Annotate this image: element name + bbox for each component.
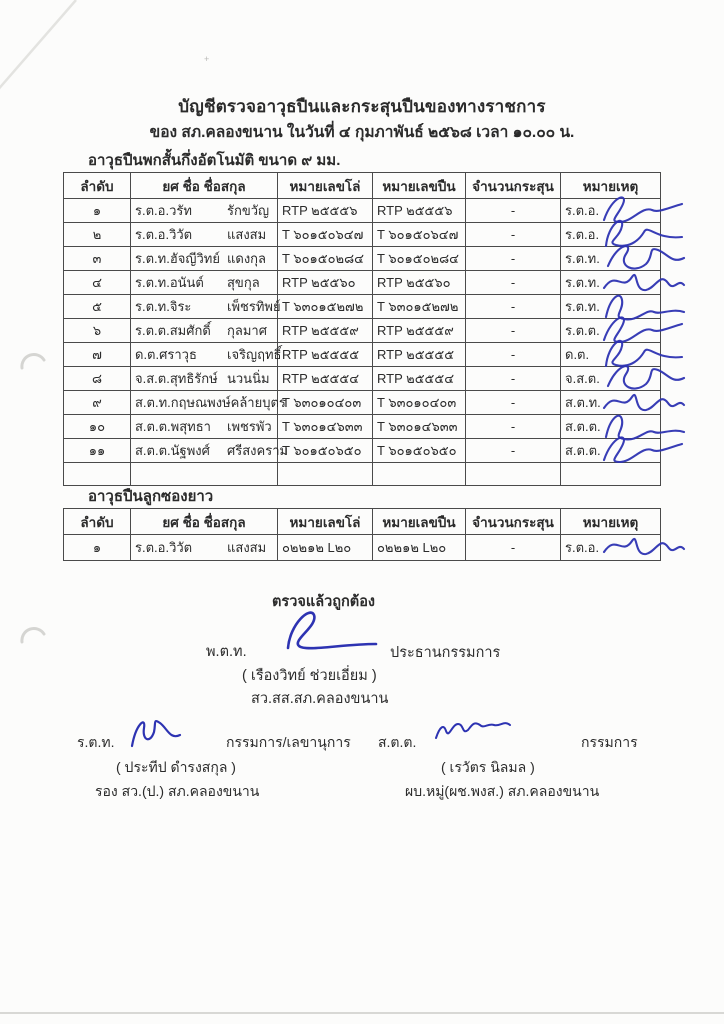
cell-gun-number: T ๖๐๑๕๐๖๔๗ bbox=[373, 223, 466, 247]
cell-name bbox=[131, 223, 278, 247]
cell-name bbox=[131, 319, 278, 343]
cell-index: ๘ bbox=[64, 367, 131, 391]
table-row bbox=[64, 367, 661, 391]
shotgun-table bbox=[63, 508, 661, 561]
section-label-pistols: อาวุธปืนพกสั้นกึ่งอัตโนมัติ ขนาด ๙ มม. bbox=[88, 152, 341, 169]
member-position: ผบ.หมู่(ผช.พงส.) สภ.คลองขนาน bbox=[405, 783, 600, 799]
cell-remark-rank: ร.ต.ต. bbox=[565, 323, 600, 338]
secretary-name: ( ประทีป ดำรงสกุล ) bbox=[116, 759, 236, 775]
cell-remark bbox=[561, 247, 661, 271]
cell-gun-number: T ๖๓๐๑๕๒๗๒ bbox=[373, 295, 466, 319]
table-row bbox=[64, 295, 661, 319]
cell-shield-number: RTP ๒๕๕๕๕ bbox=[278, 343, 373, 367]
cell-shield-number: T ๖๓๐๑๕๒๗๒ bbox=[278, 295, 373, 319]
cell-rank-name: ร.ต.ท.จิระ bbox=[135, 299, 192, 314]
page-title: บัญชีตรวจอาวุธปืนและกระสุนปืนของทางราชการ bbox=[178, 97, 546, 116]
cell-remark bbox=[561, 535, 661, 561]
cell-ammo-count: - bbox=[466, 535, 561, 561]
cell-remark bbox=[561, 295, 661, 319]
cell-ammo-count: - bbox=[466, 439, 561, 463]
cell-ammo-count: - bbox=[466, 271, 561, 295]
cell-name bbox=[131, 343, 282, 367]
cell-surname: เจริญฤทธิ์ bbox=[227, 347, 282, 362]
cell-shield-number: RTP ๒๕๕๕๙ bbox=[278, 319, 373, 343]
cell-name bbox=[131, 247, 278, 271]
cell-shield-number: T ๖๐๑๕๐๖๔๗ bbox=[278, 223, 373, 247]
cell-rank-name: ร.ต.ต.สมศักดิ์ bbox=[135, 323, 211, 338]
cell-surname: แสงสม bbox=[227, 227, 267, 242]
table-row bbox=[64, 199, 661, 223]
cell-index: ๑๐ bbox=[64, 415, 131, 439]
cell-remark-rank: จ.ส.ต. bbox=[565, 371, 600, 386]
cell-gun-number: T ๖๐๑๕๐๖๕๐ bbox=[373, 439, 466, 463]
cell-index: ๑๑ bbox=[64, 439, 131, 463]
table-row bbox=[64, 463, 661, 486]
checked-correct-label: ตรวจแล้วถูกต้อง bbox=[272, 594, 375, 610]
hole-punch-mark bbox=[16, 346, 52, 382]
cell-gun-number: ๐๒๒๑๒ L๒๐ bbox=[373, 535, 466, 561]
cell-gun-number: RTP ๒๕๕๕๙ bbox=[373, 319, 466, 343]
cell-name bbox=[131, 199, 278, 223]
cell-shield-number: T ๖๐๑๕๐๖๕๐ bbox=[278, 439, 373, 463]
cell-rank-name: ส.ต.ท.กฤษณพงษ์ bbox=[135, 395, 231, 410]
cell-index: ๑ bbox=[64, 535, 131, 561]
cell-gun-number: T ๖๓๐๑๔๖๓๓ bbox=[373, 415, 466, 439]
cell-ammo-count bbox=[466, 463, 561, 486]
col-header-name: ยศ ชื่อ ชื่อสกุล bbox=[131, 173, 278, 199]
cell-ammo-count: - bbox=[466, 223, 561, 247]
cell-rank-name: ร.ต.ท.อนันต์ bbox=[135, 275, 204, 290]
cell-rank-name: ร.ต.ท.ฮัจญีวิทย์ bbox=[135, 251, 220, 266]
page-subtitle: ของ สภ.คลองขนาน ในวันที่ ๔ กุมภาพันธ์ ๒๕๖๘ เวลา ๑๐.๐๐ น. bbox=[149, 124, 575, 141]
cell-remark-rank: ร.ต.ท. bbox=[565, 251, 600, 266]
secretary-rank: ร.ต.ท. bbox=[77, 734, 115, 750]
chairman-rank: พ.ต.ท. bbox=[206, 644, 247, 660]
col-header-index: ลำดับ bbox=[64, 509, 131, 535]
table-row bbox=[64, 391, 661, 415]
cell-name bbox=[131, 391, 286, 415]
table-row bbox=[64, 535, 661, 561]
cell-gun-number: RTP ๒๕๕๖๐ bbox=[373, 271, 466, 295]
cell-name bbox=[131, 295, 281, 319]
cell-name bbox=[131, 535, 278, 561]
member-signature-ink bbox=[428, 708, 518, 750]
cell-gun-number: RTP ๒๕๕๕๖ bbox=[373, 199, 466, 223]
col-header-ammo-count: จำนวนกระสุน bbox=[466, 509, 561, 535]
cell-remark-rank: ร.ต.อ. bbox=[565, 227, 600, 242]
cell-shield-number: RTP ๒๕๕๕๔ bbox=[278, 367, 373, 391]
cell-rank-name: ด.ต.ศราวุธ bbox=[135, 347, 197, 362]
cell-remark bbox=[561, 319, 661, 343]
cell-shield-number: T ๖๓๐๑๔๖๓๓ bbox=[278, 415, 373, 439]
cell-index: ๖ bbox=[64, 319, 131, 343]
col-header-gun-number: หมายเลขปืน bbox=[373, 173, 466, 199]
cell-shield-number: T ๖๓๐๑๐๔๐๓ bbox=[278, 391, 373, 415]
member-name: ( เรวัตร นิลมล ) bbox=[441, 759, 535, 775]
cell-remark-rank: ส.ต.ต. bbox=[565, 419, 601, 434]
col-header-shield-number: หมายเลขโล่ bbox=[278, 509, 373, 535]
table-row bbox=[64, 415, 661, 439]
cell-gun-number: T ๖๐๑๕๐๒๘๔ bbox=[373, 247, 466, 271]
cell-surname: รักขวัญ bbox=[227, 203, 270, 218]
cell-surname: เพชรพัว bbox=[227, 419, 272, 434]
pistol-table bbox=[63, 172, 661, 486]
cell-remark-rank: ส.ต.ต. bbox=[565, 443, 601, 458]
cell-surname: แดงกุล bbox=[227, 251, 267, 266]
cell-ammo-count: - bbox=[466, 367, 561, 391]
cell-surname: คล้ายบุตร bbox=[230, 395, 286, 410]
member-rank: ส.ต.ต. bbox=[378, 734, 417, 750]
cell-remark-rank: ด.ต. bbox=[565, 347, 590, 362]
cell-name bbox=[131, 415, 278, 439]
table-header-row bbox=[64, 509, 661, 535]
cell-shield-number: ๐๒๒๑๒ L๒๐ bbox=[278, 535, 373, 561]
cell-ammo-count: - bbox=[466, 343, 561, 367]
cell-name bbox=[131, 439, 289, 463]
col-header-index: ลำดับ bbox=[64, 173, 131, 199]
chairman-name: ( เรืองวิทย์ ช่วยเอี่ยม ) bbox=[242, 668, 377, 684]
cell-remark-rank: ร.ต.อ. bbox=[565, 540, 600, 555]
cell-index: ๙ bbox=[64, 391, 131, 415]
secretary-role: กรรมการ/เลขานุการ bbox=[226, 734, 351, 750]
col-header-remark: หมายเหตุ bbox=[561, 509, 661, 535]
table-row bbox=[64, 247, 661, 271]
cell-rank-name: ส.ต.ต.นัฐพงศ์ bbox=[135, 443, 210, 458]
cell-rank-name: จ.ส.ต.สุทธิรักษ์ bbox=[135, 371, 218, 386]
cell-ammo-count: - bbox=[466, 247, 561, 271]
cell-shield-number: T ๖๐๑๕๐๒๘๔ bbox=[278, 247, 373, 271]
cell-gun-number: RTP ๒๕๕๕๔ bbox=[373, 367, 466, 391]
cell-gun-number: T ๖๓๐๑๐๔๐๓ bbox=[373, 391, 466, 415]
corner-fold-artifact bbox=[0, 0, 94, 106]
table-row bbox=[64, 271, 661, 295]
cell-remark bbox=[561, 367, 661, 391]
cell-surname: แสงสม bbox=[227, 540, 267, 555]
cell-remark bbox=[561, 415, 661, 439]
cell-index: ๕ bbox=[64, 295, 131, 319]
chairman-signature-ink bbox=[268, 602, 388, 656]
cell-surname: ศรีสงคราม bbox=[227, 443, 289, 458]
cell-rank-name: ร.ต.อ.วิวัต bbox=[135, 227, 193, 242]
cell-surname: เพ็ชรทิพย์ bbox=[227, 299, 281, 314]
cell-remark bbox=[561, 463, 661, 486]
cell-gun-number bbox=[373, 463, 466, 486]
scan-edge-artifact bbox=[0, 1012, 724, 1014]
speck-artifact: + bbox=[204, 54, 210, 64]
cell-index: ๓ bbox=[64, 247, 131, 271]
secretary-signature-ink bbox=[120, 708, 190, 754]
cell-remark-rank: ส.ต.ท. bbox=[565, 395, 601, 410]
col-header-ammo-count: จำนวนกระสุน bbox=[466, 173, 561, 199]
cell-remark bbox=[561, 199, 661, 223]
cell-remark bbox=[561, 391, 661, 415]
cell-name bbox=[131, 271, 278, 295]
cell-remark bbox=[561, 343, 661, 367]
cell-ammo-count: - bbox=[466, 415, 561, 439]
cell-index: ๗ bbox=[64, 343, 131, 367]
cell-shield-number: RTP ๒๕๕๖๐ bbox=[278, 271, 373, 295]
cell-surname: สุขกุล bbox=[227, 275, 260, 290]
chairman-role: ประธานกรรมการ bbox=[390, 645, 501, 661]
cell-rank-name: ร.ต.อ.วรัท bbox=[135, 203, 192, 218]
cell-ammo-count: - bbox=[466, 295, 561, 319]
cell-name bbox=[131, 367, 278, 391]
cell-ammo-count: - bbox=[466, 391, 561, 415]
cell-ammo-count: - bbox=[466, 199, 561, 223]
cell-index: ๒ bbox=[64, 223, 131, 247]
cell-remark-rank: ร.ต.ท. bbox=[565, 299, 600, 314]
cell-remark bbox=[561, 223, 661, 247]
section-label-shotgun: อาวุธปืนลูกซองยาว bbox=[88, 488, 214, 505]
col-header-name: ยศ ชื่อ ชื่อสกุล bbox=[131, 509, 278, 535]
cell-ammo-count: - bbox=[466, 319, 561, 343]
member-role: กรรมการ bbox=[581, 734, 638, 750]
cell-remark-rank: ร.ต.อ. bbox=[565, 203, 600, 218]
chairman-position: สว.สส.สภ.คลองขนาน bbox=[251, 691, 389, 707]
cell-shield-number bbox=[278, 463, 373, 486]
cell-name bbox=[131, 463, 278, 486]
table-row bbox=[64, 223, 661, 247]
col-header-remark: หมายเหตุ bbox=[561, 173, 661, 199]
col-header-shield-number: หมายเลขโล่ bbox=[278, 173, 373, 199]
col-header-gun-number: หมายเลขปืน bbox=[373, 509, 466, 535]
cell-index: ๑ bbox=[64, 199, 131, 223]
table-header-row bbox=[64, 173, 661, 199]
table-row bbox=[64, 439, 661, 463]
cell-remark bbox=[561, 271, 661, 295]
cell-gun-number: RTP ๒๕๕๕๕ bbox=[373, 343, 466, 367]
cell-index: ๔ bbox=[64, 271, 131, 295]
hole-punch-mark bbox=[16, 620, 52, 656]
table-row bbox=[64, 343, 661, 367]
cell-shield-number: RTP ๒๕๕๕๖ bbox=[278, 199, 373, 223]
cell-surname: นวนนิ่ม bbox=[227, 371, 270, 386]
cell-surname: กุลมาศ bbox=[227, 323, 267, 338]
cell-remark bbox=[561, 439, 661, 463]
cell-rank-name: ส.ต.ต.พสุทธา bbox=[135, 419, 211, 434]
cell-remark-rank: ร.ต.ท. bbox=[565, 275, 600, 290]
cell-index bbox=[64, 463, 131, 486]
secretary-position: รอง สว.(ป.) สภ.คลองขนาน bbox=[95, 783, 260, 799]
cell-rank-name: ร.ต.อ.วิวัต bbox=[135, 540, 193, 555]
table-row bbox=[64, 319, 661, 343]
